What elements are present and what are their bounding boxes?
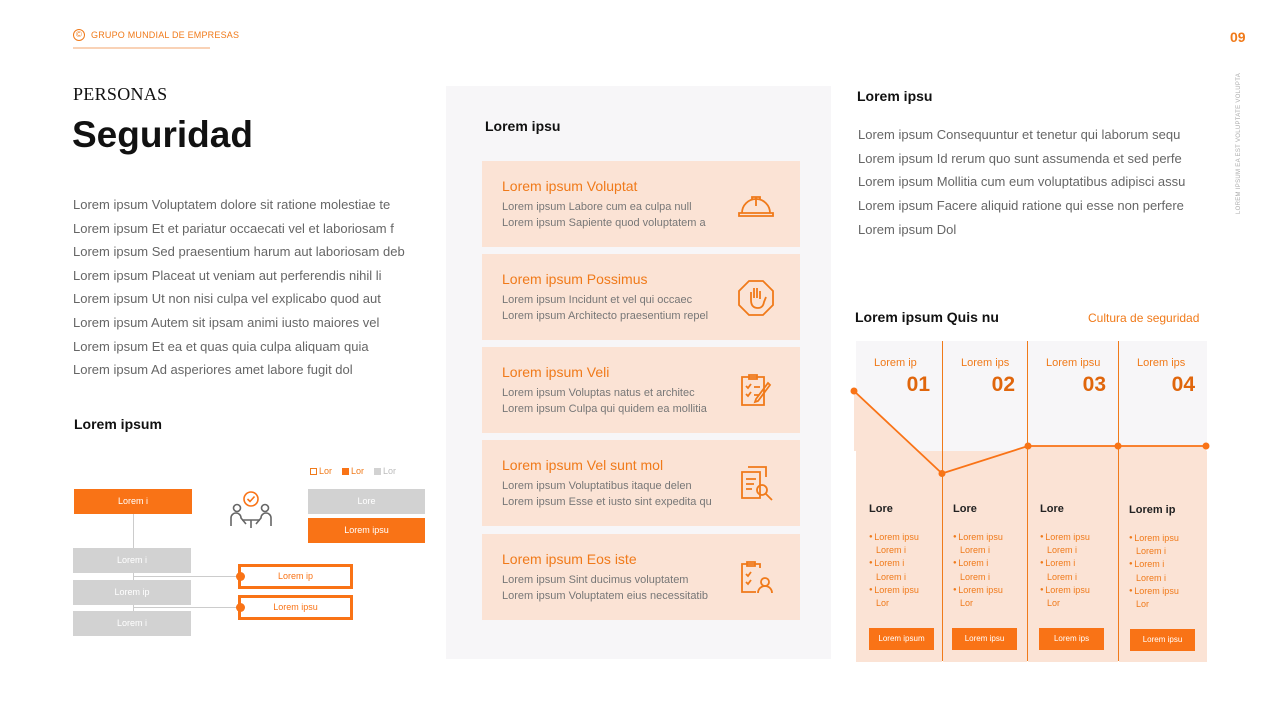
step-label: Lorem ipsu [1046, 357, 1101, 369]
paragraph-line: Lorem ipsum Ad asperiores amet labore fugit dol [73, 362, 353, 378]
card-line: Lorem ipsum Sint ducimus voluptatem [502, 574, 689, 586]
bullet-continuation: Lor [960, 598, 974, 609]
clipboard-pen-icon [736, 371, 776, 411]
legend-orange-swatch [342, 468, 349, 475]
bullet-continuation: Lorem i [876, 571, 907, 582]
card-line: Lorem ipsum Sapiente quod voluptatem a [502, 217, 706, 229]
org-outline-box[interactable]: Lorem ipsu [238, 595, 353, 620]
bullet-continuation: Lorem i [960, 545, 991, 556]
step-body-title: Lore [869, 503, 893, 515]
trend-point [1025, 443, 1032, 450]
side-vertical-text: LOREM IPSUM EA EST VOLUPTATE VOLUPTA [1236, 72, 1242, 214]
step-label: Lorem ip [874, 357, 917, 369]
legend-item [374, 466, 396, 476]
legend-outline-swatch [310, 468, 317, 475]
card-title: Lorem ipsum Vel sunt mol [502, 457, 664, 473]
org-grey-box[interactable]: Lorem ip [73, 580, 191, 605]
card-line: Lorem ipsum Architecto praesentium repel [502, 310, 709, 322]
bullet-continuation: Lorem i [1047, 571, 1078, 582]
safety-culture-link[interactable]: Cultura de seguridad [1088, 311, 1200, 325]
legend-item [310, 466, 332, 476]
step-button[interactable]: Lorem ips [1039, 628, 1104, 650]
paragraph-line: Lorem ipsum Consequuntur et tenetur qui laborum sequ [858, 127, 1181, 142]
card-line: Lorem ipsum Esse et iusto sint expedita qu [502, 496, 712, 508]
trend-area [854, 391, 1206, 474]
card-title: Lorem ipsum Voluptat [502, 178, 638, 194]
bullet-continuation: Lorem i [876, 545, 907, 556]
brand-name: GRUPO MUNDIAL DE EMPRESAS [91, 30, 240, 40]
paragraph-line: Lorem ipsum Sed praesentium harum aut laboriosam deb [73, 244, 405, 260]
trend-polyline [854, 391, 1206, 474]
org-right-orange-box[interactable]: Lorem ipsu [308, 518, 425, 543]
column-divider [1027, 341, 1028, 661]
column-divider [942, 341, 943, 661]
legend-label: Lor [319, 466, 333, 476]
card-line: Lorem ipsum Culpa qui quidem ea mollitia [502, 403, 707, 415]
step-number: 03 [1082, 373, 1106, 396]
middle-title: Lorem ipsu [485, 118, 561, 134]
safety-card[interactable] [482, 534, 800, 620]
clipboard-person-icon [736, 558, 776, 598]
paragraph-line: Lorem ipsum Id rerum quo sunt assumenda et sed perfe [858, 150, 1182, 166]
card-line: Lorem ipsum Labore cum ea culpa null [502, 201, 692, 213]
stop-hand-icon [736, 278, 776, 318]
page-number: 09 [1230, 29, 1246, 45]
org-outline-box[interactable]: Lorem ip [238, 564, 353, 589]
card-line: Lorem ipsum Voluptatibus itaque delen [502, 480, 692, 492]
card-line: Lorem ipsum Voluptatem eius necessitatib [502, 590, 709, 602]
bullet-item: ● Lorem ipsu [1129, 532, 1179, 545]
bullet-item: ● Lorem i [1040, 557, 1090, 570]
org-node-dot [236, 603, 245, 612]
card-line: Lorem ipsum Voluptas natus et architec [502, 387, 695, 399]
bullet-continuation: Lor [1047, 598, 1061, 609]
legend-label: Lor [351, 466, 365, 476]
bullet-continuation: Lorem i [1136, 572, 1167, 583]
paragraph-line: Lorem ipsum Et ea et quas quia culpa aliquam quia [73, 338, 369, 354]
bullet-continuation: Lorem i [960, 571, 991, 582]
bullet-item: ● Lorem ipsu [1129, 585, 1179, 598]
step-button[interactable]: Lorem ipsu [1130, 629, 1195, 651]
org-right-grey-box[interactable]: Lore [308, 489, 425, 514]
bullet-item: ● Lorem ipsu [953, 531, 1003, 544]
column-divider [1118, 341, 1119, 661]
bullet-continuation: Lor [1136, 599, 1150, 610]
step-number: 02 [991, 373, 1015, 396]
bullet-item: ● Lorem i [869, 557, 919, 570]
step-body-title: Lore [953, 503, 977, 515]
step-body-title: Lore [1040, 503, 1064, 515]
bullet-item: ● Lorem ipsu [869, 531, 919, 544]
step-label: Lorem ips [1137, 357, 1186, 369]
safety-card[interactable] [482, 254, 800, 340]
safety-card[interactable] [482, 347, 800, 433]
bullet-continuation: Lor [876, 598, 890, 609]
org-grey-box[interactable]: Lorem i [73, 548, 191, 573]
brand-logo-icon: © [73, 29, 85, 41]
step-button[interactable]: Lorem ipsum [869, 628, 934, 650]
paragraph-line: Lorem ipsum Facere aliquid ratione qui esse non perfere [858, 198, 1184, 214]
bullet-item: ● Lorem i [1129, 558, 1179, 571]
step-label: Lorem ips [961, 357, 1010, 369]
section-eyebrow: PERSONAS [73, 84, 168, 104]
bullet-item: ● Lorem ipsu [1040, 584, 1090, 597]
paragraph-line: Lorem ipsum Et et pariatur occaecati vel et laboriosam f [73, 220, 394, 236]
step-number: 01 [906, 373, 930, 396]
bullet-item: ● Lorem ipsu [953, 584, 1003, 597]
bullet-continuation: Lorem i [1047, 545, 1078, 556]
page-title: Seguridad [72, 114, 253, 155]
document-search-icon [736, 464, 776, 504]
card-title: Lorem ipsum Veli [502, 364, 610, 380]
safety-card[interactable] [482, 440, 800, 526]
paragraph-line: Lorem ipsum Mollitia cum eum voluptatibus adipisci assu [858, 174, 1186, 190]
bullet-item: ● Lorem ipsu [1040, 531, 1090, 544]
trend-point [851, 388, 858, 395]
org-chart-title: Lorem ipsum [74, 416, 162, 432]
org-connector [133, 576, 241, 577]
hard-hat-icon [736, 185, 776, 225]
card-title: Lorem ipsum Possimus [502, 271, 648, 287]
legend-label: Lor [383, 466, 397, 476]
right-paragraph [858, 123, 1203, 242]
safety-card[interactable] [482, 161, 800, 247]
card-title: Lorem ipsum Eos iste [502, 551, 637, 567]
bullet-continuation: Lorem i [1136, 546, 1167, 557]
paragraph-line: Lorem ipsum Ut non nisi culpa vel explicabo quod aut [73, 291, 381, 307]
step-button[interactable]: Lorem ipsu [952, 628, 1017, 650]
org-top-box[interactable]: Lorem i [74, 489, 192, 514]
right-title: Lorem ipsu [857, 88, 933, 104]
meeting-people-icon [226, 486, 276, 536]
org-node-dot [236, 572, 245, 581]
org-legend [310, 466, 396, 476]
paragraph-line: Lorem ipsum Placeat ut veniam aut perferendis nihil li [73, 267, 382, 283]
brand [73, 29, 239, 41]
steps-title: Lorem ipsum Quis nu [855, 309, 999, 325]
bullet-item: ● Lorem ipsu [869, 584, 919, 597]
paragraph-line: Lorem ipsum Dol [858, 221, 957, 237]
legend-grey-swatch [374, 468, 381, 475]
bullet-item: ● Lorem i [953, 557, 1003, 570]
step-body-title: Lorem ip [1129, 504, 1176, 516]
legend-item [342, 466, 364, 476]
org-grey-box[interactable]: Lorem i [73, 611, 191, 636]
card-line: Lorem ipsum Incidunt et vel qui occaec [502, 294, 693, 306]
left-paragraph [73, 193, 418, 382]
paragraph-line: Lorem ipsum Autem sit ipsam animi iusto maiores vel [73, 314, 380, 330]
trend-point [1203, 443, 1210, 450]
step-number: 04 [1171, 373, 1195, 396]
brand-underline [73, 47, 210, 49]
org-connector [133, 607, 241, 608]
step-trend-line [850, 341, 1212, 663]
paragraph-line: Lorem ipsum Voluptatem dolore sit ratione molestiae te [73, 197, 391, 212]
